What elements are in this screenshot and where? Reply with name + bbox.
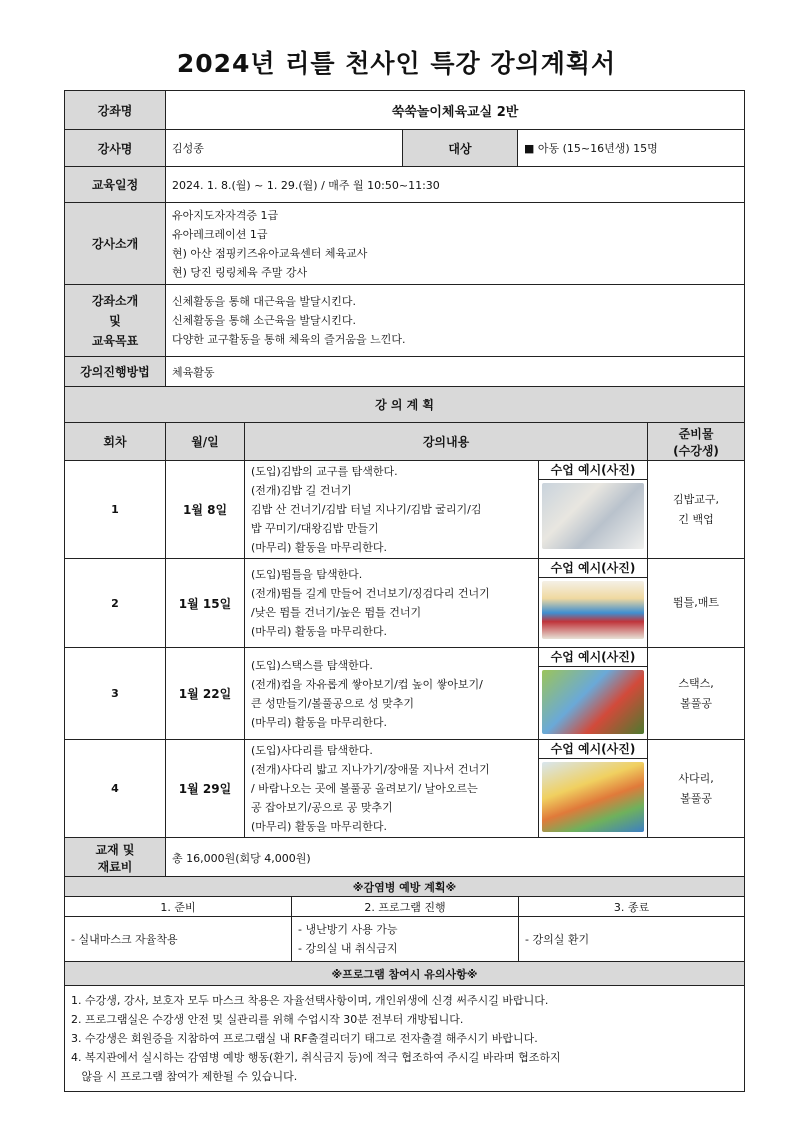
prep-items: [648, 461, 745, 559]
goal-line: 신체활동을 통해 소근육을 발달시킨다.: [172, 314, 357, 327]
prevention-table: [64, 876, 745, 962]
content-line: (전개)사다리 밟고 지나가기/장애물 지나서 건너기: [251, 763, 490, 776]
content-line: (도입)사다리를 탐색한다.: [251, 744, 373, 757]
note-line: 4. 복지관에서 실시하는 감염병 예방 행동(환기, 취식금지 등)에 적극 협조하여 주시길 바라며 협조하지: [71, 1051, 561, 1064]
session-content: [245, 740, 539, 838]
content-line: /낮은 뜀틀 건너기/높은 뜀틀 건너기: [251, 606, 422, 619]
goal-label-line: 교육목표: [91, 333, 139, 348]
table-row: [65, 559, 745, 648]
target-label: 대상: [403, 130, 518, 167]
content-line: (전개)컵을 자유롭게 쌓아보기/컵 높이 쌓아보기/: [251, 677, 483, 691]
prep-line: 스택스,: [678, 676, 714, 690]
class-example-photo: [542, 483, 644, 549]
prevention-program-line: - 냉난방기 사용 가능: [298, 923, 398, 936]
prevention-title: ※감염병 예방 계획※: [65, 877, 745, 897]
lecture-plan-table: [64, 386, 745, 878]
content-line: (전개)김밥 길 건너기: [251, 484, 352, 497]
content-line: 김밥 산 건너기/김밥 터널 지나기/김밥 굴리기/김: [251, 503, 482, 516]
col-prep: [648, 423, 745, 461]
content-line: (도입)김밥의 교구를 탐색한다.: [251, 465, 398, 478]
content-line: 밥 꾸미기/대왕김밥 만들기: [251, 522, 379, 535]
notes-list: [65, 986, 745, 1092]
content-line: (마무리) 활동을 마무리한다.: [251, 541, 387, 554]
prep-items: [648, 740, 745, 838]
table-row: [65, 740, 745, 838]
col-content: 강의내용: [245, 423, 648, 461]
plan-section-title: 강 의 계 획: [65, 387, 745, 423]
material-label-line: 교재 및: [95, 842, 135, 857]
content-line: (도입)뜀틀을 탐색한다.: [251, 568, 363, 581]
table-row: [65, 461, 745, 559]
schedule-label: 교육일정: [65, 167, 166, 203]
content-line: (마무리) 활동을 마무리한다.: [251, 625, 387, 638]
session-content: [245, 559, 539, 648]
goal-line: 신체활동을 통해 대근육을 발달시킨다.: [172, 295, 357, 308]
prep-line: 김밥교구,: [673, 492, 720, 506]
intro-label: 강사소개: [65, 203, 166, 285]
note-line: 않을 시 프로그램 참여가 제한될 수 있습니다.: [71, 1070, 298, 1083]
goal-label-line: 강좌소개: [91, 293, 139, 308]
goal-label: [65, 285, 166, 357]
col-prep-line: (수강생): [673, 443, 719, 458]
prep-items: [648, 648, 745, 740]
prep-line: 뜀틀,매트: [673, 596, 720, 609]
instructor-label: 강사명: [65, 130, 166, 167]
content-line: (도입)스택스를 탐색한다.: [251, 658, 373, 672]
example-photo-cell: [539, 461, 648, 559]
method-value: 체육활동: [166, 357, 745, 387]
prep-line: 볼풀공: [680, 791, 712, 805]
example-photo-cell: [539, 740, 648, 838]
col-date: 월/일: [166, 423, 245, 461]
class-example-photo: [542, 581, 644, 639]
notes-title: ※프로그램 참여시 유의사항※: [65, 962, 745, 986]
course-name: 쑥쑥놀이체육교실 2반: [166, 91, 745, 130]
col-prep-line: 준비물: [678, 426, 714, 441]
session-date: 1월 15일: [166, 559, 245, 648]
photo-label: 수업 예시(사진): [539, 740, 647, 759]
session-number: 4: [65, 740, 166, 838]
prevention-end-value: - 강의실 환기: [519, 917, 745, 962]
content-line: / 바람나오는 곳에 볼풀공 올려보기/ 날아오르는: [251, 782, 478, 795]
session-date: 1월 29일: [166, 740, 245, 838]
intro-line: 현) 당진 링링체육 주말 강사: [172, 265, 308, 279]
prevention-col-end: 3. 종료: [519, 897, 745, 917]
course-goals: [166, 285, 745, 357]
material-label: [65, 838, 166, 878]
instructor-intro: [166, 203, 745, 285]
prevention-program-value: [292, 917, 519, 962]
goal-label-line: 및: [109, 313, 121, 328]
prep-line: 사다리,: [678, 771, 714, 785]
method-label: 강의진행방법: [65, 357, 166, 387]
schedule-value: 2024. 1. 8.(월) ~ 1. 29.(월) / 매주 월 10:50~11:30: [166, 167, 745, 203]
prep-items: [648, 559, 745, 648]
prevention-prepare-value: - 실내마스크 자율착용: [65, 917, 292, 962]
material-cost: 총 16,000원(회당 4,000원): [166, 838, 745, 878]
course-label: 강좌명: [65, 91, 166, 130]
material-label-line: 재료비: [97, 859, 133, 874]
session-date: 1월 8일: [166, 461, 245, 559]
instructor-name: 김성종: [166, 130, 403, 167]
note-line: 3. 수강생은 회원증을 지참하여 프로그램실 내 RF출결리더기 태그로 전자출결 해주시기 바랍니다.: [71, 1032, 538, 1045]
table-row: [65, 648, 745, 740]
note-line: 2. 프로그램실은 수강생 안전 및 실관리를 위해 수업시작 30분 전부터 개방됩니다.: [71, 1013, 464, 1026]
notes-table: [64, 961, 745, 1092]
content-line: (마무리) 활동을 마무리한다.: [251, 820, 387, 833]
photo-label: 수업 예시(사진): [539, 559, 647, 578]
class-example-photo: [542, 762, 644, 832]
session-number: 2: [65, 559, 166, 648]
session-content: [245, 461, 539, 559]
class-example-photo: [542, 670, 644, 734]
prevention-col-prepare: 1. 준비: [65, 897, 292, 917]
session-number: 1: [65, 461, 166, 559]
session-content: [245, 648, 539, 740]
content-line: 공 잡아보기/공으로 공 맞추기: [251, 801, 393, 814]
photo-label: 수업 예시(사진): [539, 461, 647, 480]
course-info-table: [64, 90, 745, 387]
session-number: 3: [65, 648, 166, 740]
note-line: 1. 수강생, 강사, 보호자 모두 마스크 착용은 자율선택사항이며, 개인위생에 신경 써주시길 바랍니다.: [71, 994, 549, 1007]
content-line: (마무리) 활동을 마무리한다.: [251, 715, 387, 729]
session-date: 1월 22일: [166, 648, 245, 740]
page-title: 2024년 리틀 천사인 특강 강의계획서: [176, 49, 617, 78]
intro-line: 유아지도자자격증 1급: [172, 208, 279, 222]
target-value: ■ 아동 (15~16년생) 15명: [518, 130, 745, 167]
content-line: (전개)뜀틀 길게 만들어 건너보기/징검다리 건너기: [251, 587, 490, 600]
prevention-col-program: 2. 프로그램 진행: [292, 897, 519, 917]
content-line: 큰 성만들기/볼풀공으로 성 맞추기: [251, 696, 414, 710]
col-session: 회차: [65, 423, 166, 461]
prevention-program-line: - 강의실 내 취식금지: [298, 942, 398, 955]
prep-line: 긴 백업: [678, 512, 714, 526]
photo-label: 수업 예시(사진): [539, 648, 647, 667]
intro-line: 현) 아산 점핑키즈유아교육센터 체육교사: [172, 246, 368, 260]
intro-line: 유아레크레이션 1급: [172, 227, 268, 241]
prep-line: 볼풀공: [680, 696, 712, 710]
goal-line: 다양한 교구활동을 통해 체육의 즐거움을 느낀다.: [172, 333, 406, 346]
example-photo-cell: [539, 559, 648, 648]
example-photo-cell: [539, 648, 648, 740]
